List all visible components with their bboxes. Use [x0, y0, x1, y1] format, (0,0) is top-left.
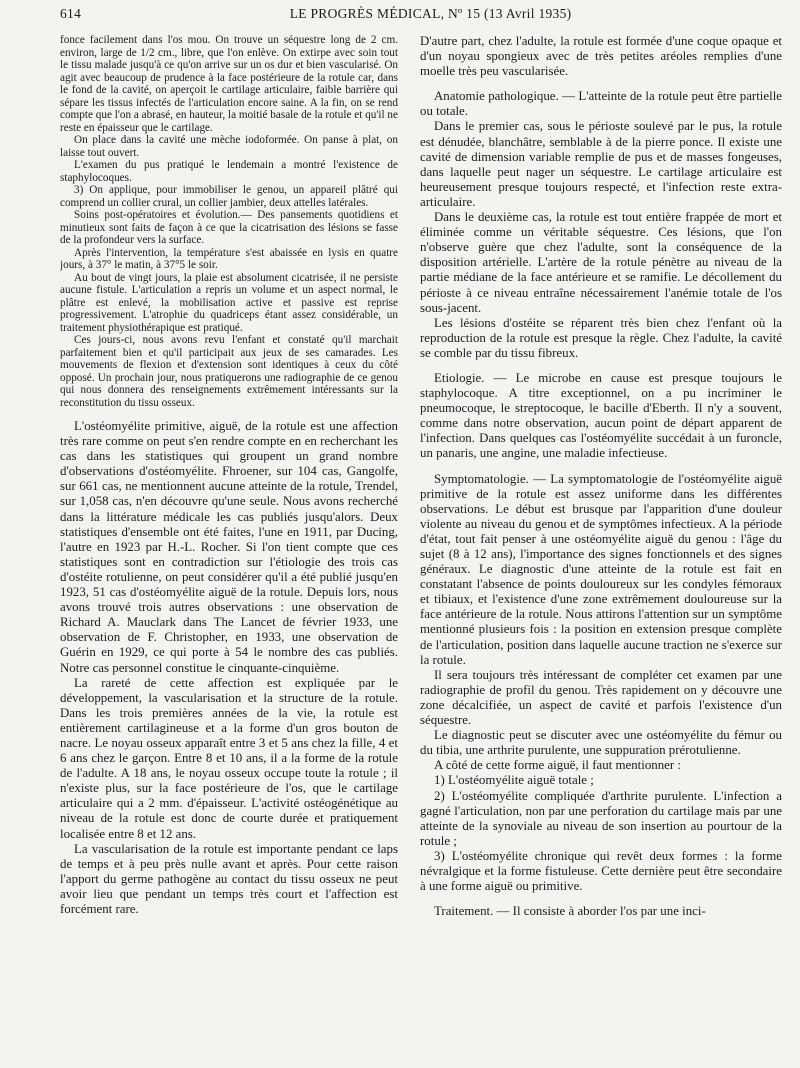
paragraph: Après l'intervention, la température s'est abaissée en lysis en quatre jours, à 37° le matin, à 37°5 le soir. [60, 246, 398, 271]
section-etiologie: Etiologie. — Le microbe en cause est presque toujours le staphylocoque. A titre exceptionnel, on a pu incriminer le pneumocoque, le streptocoque, le bacille d'Eberth. Il n'y a souvent, comme dans notre observation, aucun point de départ apparent de l'infection. Dans quelques cas l'ostéomyélite succédait à un furoncle, un panaris, une angine, une maladie infectieuse. [420, 370, 782, 461]
paragraph: La rareté de cette affection est expliquée par le développement, la vascularisation et la structure de la rotule. Dans les trois premières années de la vie, la rotule est entièrement cartilagineuse et a la forme d'un gros bouton de nacre. Le noyau osseux apparaît entre 3 et 5 ans chez la fille, 4 et 6 ans chez le garçon. Entre 8 et 10 ans, il a la forme de la rotule de l'adulte. A 18 ans, le noyau osseux occupe toute la rotule ; il n'existe plus, sur la face postérieure de l'os, que le cartilage articulaire qui a 2 mm. d'épaisseur. L'activité ostéogénétique au niveau de la rotule est donc de courte durée et pratiquement localisée entre 8 et 12 ans. [60, 675, 398, 841]
paragraph: Au bout de vingt jours, la plaie est absolument cicatrisée, il ne persiste aucune fistule. L'articulation a repris un volume et un aspect normal, le plâtre est enlevé, la mobilisation active et passive est reprise progressivement. L'atrophie du quadriceps étant assez considérable, un traitement physiothérapique est pratiqué. [60, 271, 398, 334]
section-anatomie: Anatomie pathologique. — L'atteinte de la rotule peut être partielle ou totale. [420, 89, 782, 119]
journal-title: LE PROGRÈS MÉDICAL, Nº 15 (13 Avril 1935) [289, 6, 572, 21]
list-item: 2) L'ostéomyélite compliquée d'arthrite purulente. L'infection a gagné l'articulation, non par une perforation du cartilage mais par une atteinte de la synoviale au niveau de son insertion au pourtour de la rotule ; [420, 788, 782, 848]
paragraph: Dans le deuxième cas, la rotule est tout entière frappée de mort et éliminée comme un véritable séquestre. Ces lésions, que l'on n'observe guère que chez l'adulte, sont la conséquence de la disposition artérielle. L'artère de la rotule pénètre au niveau de la partie médiane de la face antérieure et se ramifie. Le décollement du périoste à ce niveau entraîne nécessairement l'anémie totale de l'os sous-jacent. [420, 210, 782, 315]
paragraph: Ces jours-ci, nous avons revu l'enfant et constaté qu'il marchait parfaitement bien et qu'il participait aux jeux de ses camarades. Les mouvements de flexion et d'extension sont identiques à ceux du côté opposé. Un prochain jour, nous pratiquerons une radiographie de ce genou qui nous donnera des renseignements extrêmement intéressants sur la reconstitution du tissu osseux. [60, 334, 398, 409]
paragraph: fonce facilement dans l'os mou. On trouve un séquestre long de 2 cm. environ, large de 1/2 cm., libre, que l'on enlève. On extirpe avec soin tout le tissu malade jusqu'à ce qu'on arrive sur un os dur et bien vascularisé. On agit avec beaucoup de prudence à la face postérieure de la rotule car, dans le fond de la cavité, on aperçoit le cartilage articulaire, faible barrière qui sépare les tissus infectés de l'articulation encore saine. A la fin, on se rend compte que l'on a abrasé, en hauteur, la moitié basale de la rotule et qu'il ne reste en épaisseur que le cartilage. [60, 34, 398, 134]
paragraph: L'ostéomyélite primitive, aiguë, de la rotule est une affection très rare comme on peut s'en rendre compte en en recherchant les cas dans les statistiques qui groupent un grand nombre d'observations d'ostéomyélite. Fhroener, sur 104 cas, Gangolfe, sur 661 cas, ne mentionnent aucune atteinte de la rotule, Trendel, sur 1,058 cas, n'en découvre qu'une seule. Nous avons recherché dans la littérature médicale les cas publiés jusqu'alors. Deux statistiques d'ensemble ont été faites, l'une en 1911, par Ducing, l'autre en 1923 par H.-L. Rocher. Si l'on tient compte que ces statistiques sont en contradiction sur l'étiologie des trois cas d'ostéite rotulienne, on peut considérer qu'il a été publié jusqu'en 1923, 51 cas d'ostéomyélite aiguë de la rotule. Depuis lors, nous avons trouvé trois autres observations : une observation de Richard A. Mauclark dans The Lancet de février 1933, une observation de F. Christopher, en 1933, une observation de Guérin en 1929, ce qui porte à 54 le nombre des cas publiés. Notre cas personnel constitue le cinquante-cinquième. [60, 419, 398, 675]
discussion-section [60, 419, 398, 917]
paragraph: 3) On applique, pour immobiliser le genou, un appareil plâtré qui comprend un collier crural, un collier jambier, deux attelles latérales. [60, 184, 398, 209]
paragraph: Soins post-opératoires et évolution.— Des pansements quotidiens et minutieux sont faits de façon à ce que la cicatrisation des lésions se fasse de la profondeur vers la surface. [60, 209, 398, 246]
case-report-section [60, 34, 398, 409]
paragraph: L'examen du pus pratiqué le lendemain a montré l'existence de staphylocoques. [60, 159, 398, 184]
paragraph: Dans le premier cas, sous le périoste soulevé par le pus, la rotule est dénudée, blanchâtre, semblable à de la pierre ponce. Il existe une cavité de dimension variable remplie de pus et de masses fongeuses, dans laquelle peut nager un séquestre. Le cartilage articulaire est heureusement presque toujours respecté, et l'infection reste extra-articulaire. [420, 119, 782, 209]
right-column [420, 34, 782, 1064]
list-item: 1) L'ostéomyélite aiguë totale ; [434, 773, 594, 788]
list-item: 3) L'ostéomyélite chronique qui revêt deux formes : la forme névralgique et la forme fistuleuse. Cette dernière peut être secondaire à une forme aiguë ou primitive. [420, 848, 782, 894]
section-symptomatologie: Symptomatologie. — La symptomatologie de l'ostéomyélite aiguë primitive de la rotule est assez uniforme dans les différentes observations. Le début est brusque par l'apparition d'une douleur violente au niveau du genou et de symptômes infectieux. A la période d'état, tout fait penser à une ostéomyélite aiguë du genou : l'âge du sujet (8 à 12 ans), l'importance des signes fonctionnels et des signes généraux. Le diagnostic d'une atteinte de la rotule est fait en constatant l'absence de points douloureux sur les condyles fémoraux et tibiaux, et l'existence d'une zone extrêmement douloureuse sur la face antérieure de la rotule. Nous attirons l'attention sur un symptôme mentionné plusieurs fois : la position en extension presque complète de l'articulation, position dans laquelle aucune traction ne s'exerce sur la rotule. [420, 471, 782, 667]
paragraph: Le diagnostic peut se discuter avec une ostéomyélite du fémur ou du tibia, une arthrite purulente, une suppuration prérotulienne. [420, 728, 782, 758]
section-traitement: Traitement. — Il consiste à aborder l'os par une inci- [434, 904, 706, 919]
page-number: 614 [60, 6, 82, 21]
paragraph: D'autre part, chez l'adulte, la rotule est formée d'une coque opaque et d'un noyau spongieux avec de très petites aréoles remplies d'une moelle très peu vascularisée. [420, 34, 782, 79]
page-header [60, 6, 780, 26]
paragraph: A côté de cette forme aiguë, il faut mentionner : [434, 758, 681, 773]
paragraph: La vascularisation de la rotule est importante pendant ce laps de temps et à peu près nulle avant et après. Pour cette raison l'apport du germe pathogène au contact du tissu osseux ne peut avoir lieu que pendant un temps très court et l'affection est forcément rare. [60, 841, 398, 916]
left-column [60, 34, 398, 1064]
paragraph: Les lésions d'ostéite se réparent très bien chez l'enfant où la reproduction de la rotule est presque la règle. Chez l'adulte, la cavité se comble par du tissu fibreux. [420, 315, 782, 360]
paragraph: Il sera toujours très intéressant de compléter cet examen par une radiographie de profil du genou. Très rapidement on y découvre une zone décalcifiée, un aspect de cavité et parfois l'existence d'un séquestre. [420, 667, 782, 728]
paragraph: On place dans la cavité une mèche iodoformée. On panse à plat, on laisse tout ouvert. [60, 134, 398, 159]
